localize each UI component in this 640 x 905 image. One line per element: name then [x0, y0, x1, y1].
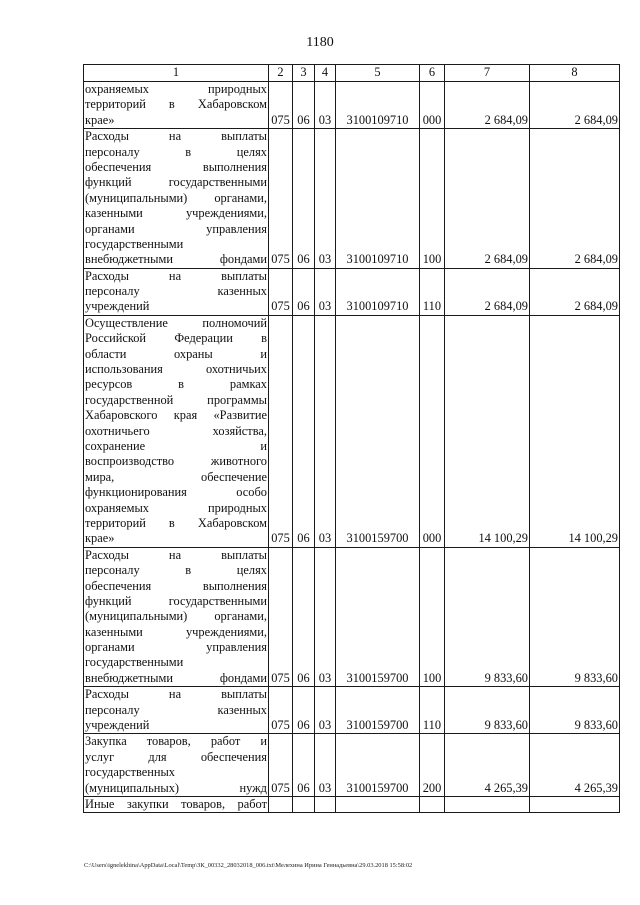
amount-approved-cell: 14 100,29 — [445, 315, 530, 547]
header-cell: 1 — [84, 65, 269, 82]
table-body — [84, 65, 620, 813]
header-cell: 2 — [269, 65, 293, 82]
expense-type-cell: 000 — [420, 315, 445, 547]
description-line: услуг для обеспечения — [85, 749, 267, 764]
section-code-cell: 06 — [293, 315, 315, 547]
ministry-code-cell: 075 — [269, 82, 293, 129]
ministry-code-cell: 075 — [269, 687, 293, 734]
description-cell — [84, 129, 269, 269]
description-line: функционирования особо — [85, 485, 267, 500]
description-line: органами управления — [85, 640, 267, 655]
description-line: (муниципальных) нужд — [85, 780, 267, 795]
amount-executed-cell: 9 833,60 — [530, 687, 620, 734]
description-line: Расходы на выплаты — [85, 268, 267, 283]
description-line: сохранение и — [85, 438, 267, 453]
expense-type-cell: 000 — [420, 82, 445, 129]
section-code-cell: 06 — [293, 268, 315, 315]
header-cell: 8 — [530, 65, 620, 82]
description-line: учреждений — [85, 299, 150, 314]
ministry-code-cell — [269, 796, 293, 812]
table-row — [84, 82, 620, 129]
amount-executed-cell: 14 100,29 — [530, 315, 620, 547]
description-line: (муниципальными) органами, — [85, 190, 267, 205]
expense-type-cell: 110 — [420, 268, 445, 315]
subsection-code-cell: 03 — [315, 82, 336, 129]
target-article-cell: 3100159700 — [336, 547, 420, 687]
description-line: крае» — [85, 112, 115, 127]
header-cell: 6 — [420, 65, 445, 82]
amount-executed-cell: 2 684,09 — [530, 82, 620, 129]
description-line: (муниципальными) органами, — [85, 609, 267, 624]
expense-type-cell: 100 — [420, 547, 445, 687]
section-code-cell: 06 — [293, 547, 315, 687]
target-article-cell: 3100159700 — [336, 734, 420, 797]
description-cell — [84, 734, 269, 797]
amount-approved-cell: 2 684,09 — [445, 129, 530, 269]
description-line: крае» — [85, 531, 115, 546]
description-line: воспроизводство животного — [85, 454, 267, 469]
description-line: функций государственными — [85, 593, 267, 608]
description-line: обеспечения выполнения — [85, 578, 267, 593]
amount-executed-cell: 9 833,60 — [530, 547, 620, 687]
ministry-code-cell: 075 — [269, 315, 293, 547]
table-row — [84, 796, 620, 812]
description-line: Расходы на выплаты — [85, 547, 267, 562]
target-article-cell: 3100109710 — [336, 82, 420, 129]
amount-approved-cell: 9 833,60 — [445, 547, 530, 687]
target-article-cell: 3100159700 — [336, 315, 420, 547]
subsection-code-cell: 03 — [315, 315, 336, 547]
table-row — [84, 734, 620, 797]
description-line: использования охотничьих — [85, 362, 267, 377]
subsection-code-cell: 03 — [315, 129, 336, 269]
description-line: Российской Федерации в — [85, 331, 267, 346]
description-line: Расходы на выплаты — [85, 687, 267, 702]
header-row — [84, 65, 620, 82]
subsection-code-cell: 03 — [315, 687, 336, 734]
description-line: персоналу в целях — [85, 144, 267, 159]
description-line: территорий в Хабаровском — [85, 515, 267, 530]
page-number: 1180 — [306, 35, 334, 50]
description-line: государственными — [85, 236, 184, 251]
description-line: мира, обеспечение — [85, 469, 267, 484]
header-cell: 5 — [336, 65, 420, 82]
subsection-code-cell — [315, 796, 336, 812]
section-code-cell: 06 — [293, 687, 315, 734]
target-article-cell: 3100109710 — [336, 129, 420, 269]
expense-type-cell: 100 — [420, 129, 445, 269]
description-line: казенными учреждениями, — [85, 206, 267, 221]
description-line: Закупка товаров, работ и — [85, 734, 267, 749]
description-line: учреждений — [85, 718, 150, 733]
amount-approved-cell: 9 833,60 — [445, 687, 530, 734]
description-line: охраняемых природных — [85, 82, 267, 96]
expense-type-cell — [420, 796, 445, 812]
table-row — [84, 268, 620, 315]
description-line: Осуществление полномочий — [85, 315, 267, 330]
header-cell: 7 — [445, 65, 530, 82]
description-line: государственными — [85, 655, 184, 670]
target-article-cell — [336, 796, 420, 812]
file-path-footer: C:\Users\ignelekhina\AppData\Local\Temp\ЗК_00332_28032018_006.txt\Мелехина Ирина Геннадьевна\29.03.2018 15:58:02 — [84, 862, 413, 869]
amount-executed-cell: 4 265,39 — [530, 734, 620, 797]
description-line: охотничьего хозяйства, — [85, 423, 267, 438]
budget-table — [83, 64, 620, 813]
subsection-code-cell: 03 — [315, 268, 336, 315]
description-line: казенными учреждениями, — [85, 624, 267, 639]
description-line: Хабаровского края «Развитие — [85, 408, 267, 423]
description-line: охраняемых природных — [85, 500, 267, 515]
description-cell — [84, 82, 269, 129]
description-line: территорий в Хабаровском — [85, 97, 267, 112]
ministry-code-cell: 075 — [269, 268, 293, 315]
target-article-cell: 3100109710 — [336, 268, 420, 315]
table-row — [84, 547, 620, 687]
amount-executed-cell: 2 684,09 — [530, 129, 620, 269]
description-line: внебюджетными фондами — [85, 670, 267, 685]
description-line: персоналу казенных — [85, 702, 267, 717]
description-cell — [84, 796, 269, 812]
table-row — [84, 129, 620, 269]
amount-approved-cell: 4 265,39 — [445, 734, 530, 797]
table-row — [84, 315, 620, 547]
description-line: функций государственными — [85, 175, 267, 190]
ministry-code-cell: 075 — [269, 129, 293, 269]
table-row — [84, 687, 620, 734]
description-line: Иные закупки товаров, работ — [85, 796, 267, 811]
ministry-code-cell: 075 — [269, 734, 293, 797]
amount-approved-cell — [445, 796, 530, 812]
amount-executed-cell: 2 684,09 — [530, 268, 620, 315]
expense-type-cell: 110 — [420, 687, 445, 734]
amount-approved-cell: 2 684,09 — [445, 268, 530, 315]
subsection-code-cell: 03 — [315, 547, 336, 687]
description-line: внебюджетными фондами — [85, 252, 267, 267]
section-code-cell: 06 — [293, 734, 315, 797]
description-line: персоналу в целях — [85, 563, 267, 578]
description-line: области охраны и — [85, 346, 267, 361]
description-line: ресурсов в рамках — [85, 377, 267, 392]
description-line: государственных — [85, 765, 176, 780]
header-cell: 4 — [315, 65, 336, 82]
amount-executed-cell — [530, 796, 620, 812]
description-cell — [84, 268, 269, 315]
section-code-cell: 06 — [293, 129, 315, 269]
description-cell — [84, 315, 269, 547]
target-article-cell: 3100159700 — [336, 687, 420, 734]
description-line: персоналу казенных — [85, 284, 267, 299]
description-line: Расходы на выплаты — [85, 129, 267, 144]
description-line: государственной программы — [85, 392, 267, 407]
section-code-cell — [293, 796, 315, 812]
description-line: обеспечения выполнения — [85, 159, 267, 174]
subsection-code-cell: 03 — [315, 734, 336, 797]
section-code-cell: 06 — [293, 82, 315, 129]
description-cell — [84, 687, 269, 734]
description-line: органами управления — [85, 221, 267, 236]
header-cell: 3 — [293, 65, 315, 82]
expense-type-cell: 200 — [420, 734, 445, 797]
description-cell — [84, 547, 269, 687]
ministry-code-cell: 075 — [269, 547, 293, 687]
amount-approved-cell: 2 684,09 — [445, 82, 530, 129]
